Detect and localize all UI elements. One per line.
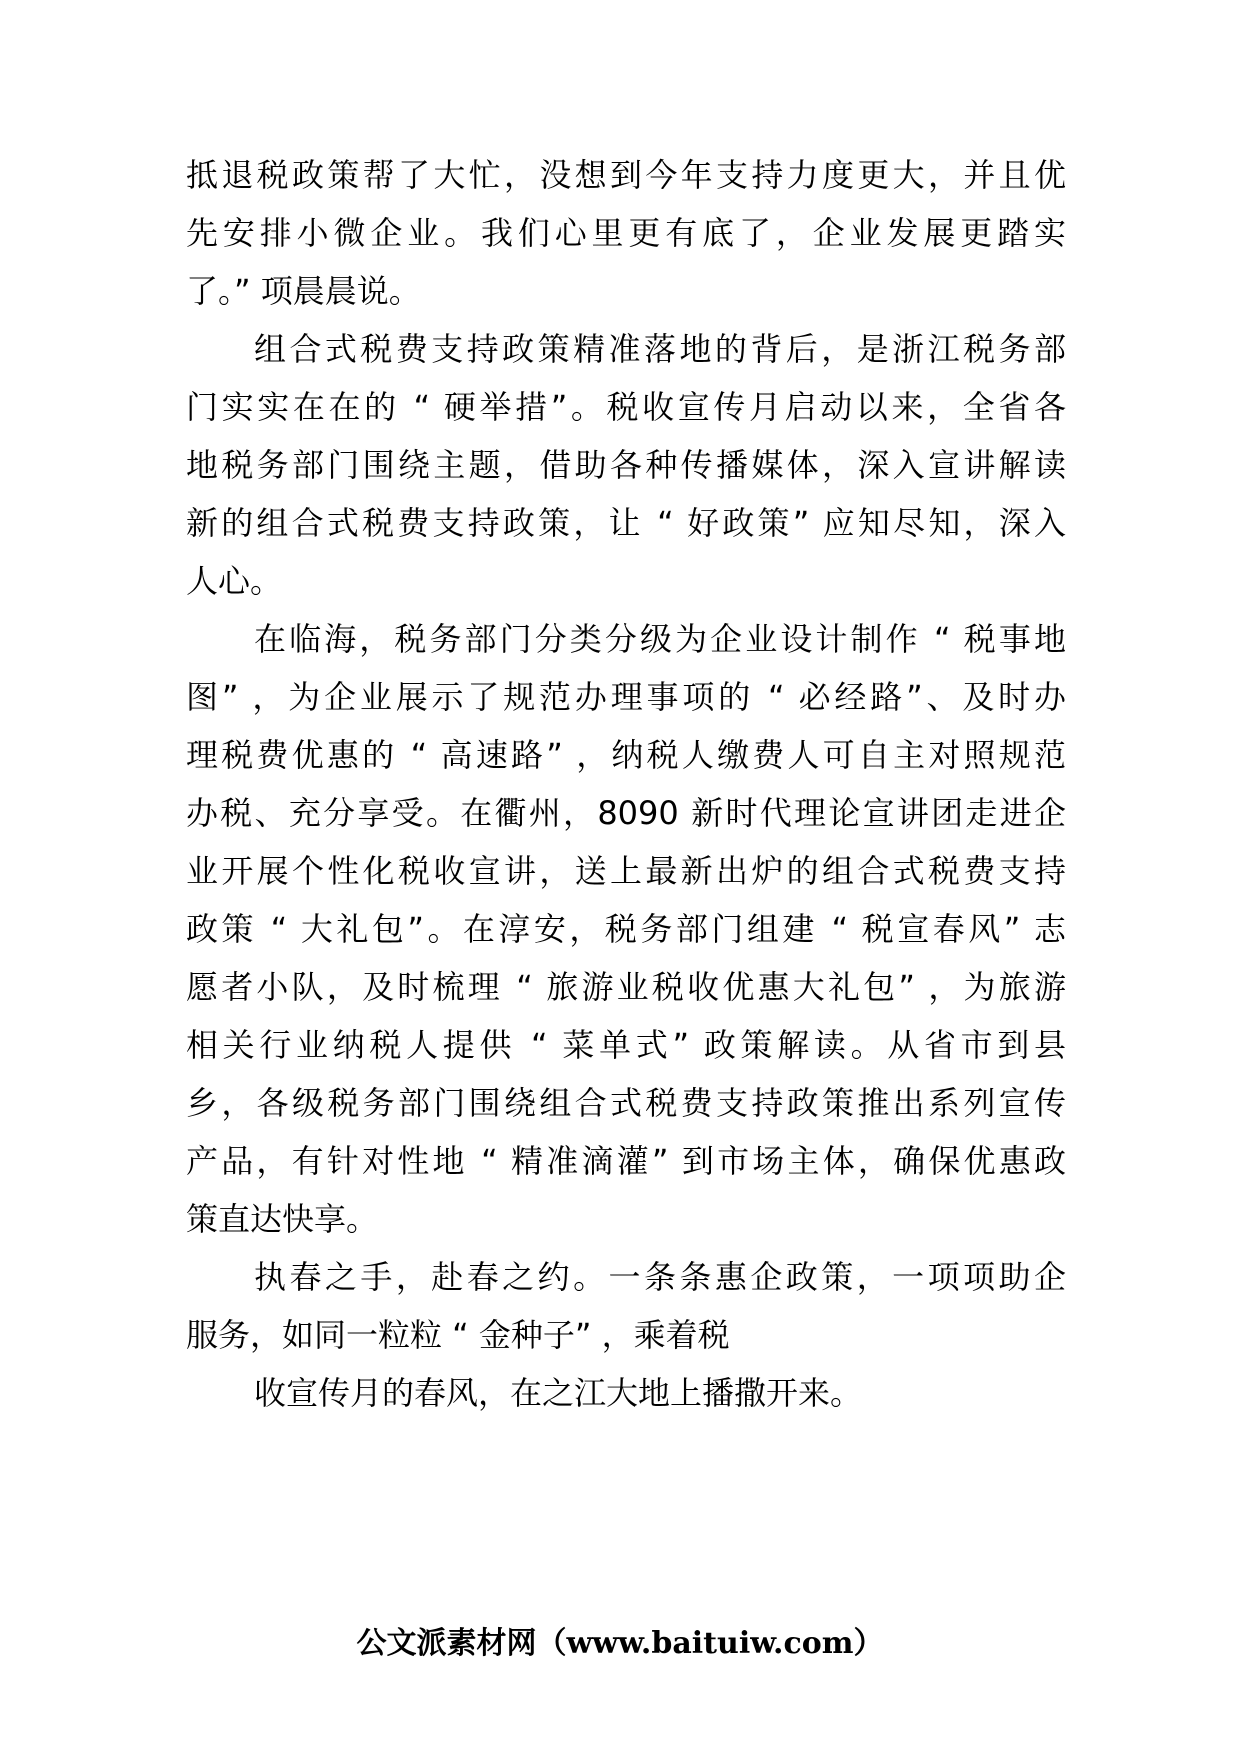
text-line: 在临海，税务部门分类分级为企业设计制作 “ 税事地 bbox=[254, 620, 1066, 658]
text-line: 理税费优惠的 “ 高速路” ，纳税人缴费人可自主对照规范 bbox=[186, 736, 1066, 774]
text-line: 人心。 bbox=[186, 562, 283, 600]
text-line: 产品，有针对性地 “ 精准滴灌” 到市场主体，确保优惠政 bbox=[186, 1142, 1066, 1180]
text-line: 策直达快享。 bbox=[186, 1200, 379, 1238]
text-line: 执春之手，赴春之约。一条条惠企政策，一项项助企 bbox=[254, 1258, 1066, 1296]
text-line: 新的组合式税费支持政策，让 “ 好政策” 应知尽知，深入 bbox=[186, 504, 1066, 542]
text-line: 政策 “ 大礼包”。在淳安，税务部门组建 “ 税宣春风” 志 bbox=[186, 910, 1066, 948]
text-line: 愿者小队，及时梳理 “ 旅游业税收优惠大礼包” ，为旅游 bbox=[186, 968, 1066, 1006]
text-line: 服务，如同一粒粒 “ 金种子” ，乘着税 bbox=[186, 1316, 730, 1354]
text-line: 图” ，为企业展示了规范办理事项的 “ 必经路”、及时办 bbox=[186, 678, 1066, 716]
text-line: 组合式税费支持政策精准落地的背后，是浙江税务部 bbox=[254, 330, 1066, 368]
text-line: 门实实在在的 “ 硬举措”。税收宣传月启动以来，全省各 bbox=[186, 388, 1066, 426]
text-line: 相关行业纳税人提供 “ 菜单式” 政策解读。从省市到县 bbox=[186, 1026, 1066, 1064]
text-line: 抵退税政策帮了大忙，没想到今年支持力度更大，并且优 bbox=[186, 156, 1066, 194]
text-line: 办税、充分享受。在衢州，8090 新时代理论宣讲团走进企 bbox=[186, 794, 1066, 832]
footer-source: 公文派素材网（www.baituiw.com） bbox=[356, 1626, 884, 1661]
text-line: 收宣传月的春风，在之江大地上播撒开来。 bbox=[254, 1374, 863, 1412]
text-line: 了。” 项晨晨说。 bbox=[186, 272, 421, 310]
text-line: 地税务部门围绕主题，借助各种传播媒体，深入宣讲解读 bbox=[186, 446, 1066, 484]
text-line: 乡，各级税务部门围绕组合式税费支持政策推出系列宣传 bbox=[186, 1084, 1066, 1122]
text-line: 先安排小微企业。我们心里更有底了，企业发展更踏实 bbox=[186, 214, 1066, 252]
text-line: 业开展个性化税收宣讲，送上最新出炉的组合式税费支持 bbox=[186, 852, 1066, 890]
